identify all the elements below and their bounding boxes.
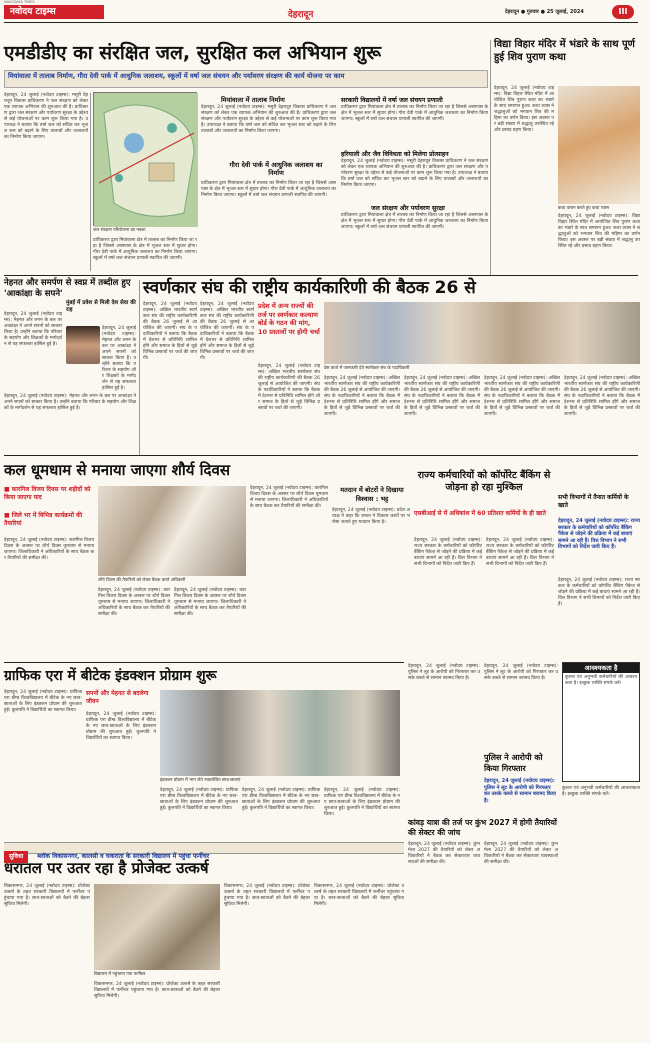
right-divider (490, 40, 491, 275)
map-graphic (94, 93, 198, 227)
police-body: देहरादून, 24 जुलाई (नवोदय टाइम्स): पुलिस ने लूट के आरोपी को गिरफ्तार कर उसके कब्जे से सामान बरामद किया है। (484, 778, 556, 804)
swarnkar-col-2: देहरादून, 24 जुलाई (नवोदय टाइम्स): अखिल भारतीय स्वर्णकार संघ की राष्ट्रीय कार्यकारिणी की बैठक 26 जुलाई से आयोजित की जाएगी। संघ के पदाधिकारियों ने बताया कि बैठक में देशभर से प्रतिनिधि शामिल होंगे और समाज के हितों से जुड़े विभिन्न प्रस्तावों पर चर्चा की जाएगी। (200, 302, 254, 361)
suvidha-text: ब्लॉक विकासनगर, कालसी व चकराता के सरकारी विद्यालय में पहुंचा फर्नीचर (37, 853, 210, 860)
lead-column-2: प्राधिकरण द्वारा मियांवाला क्षेत्र में तालाब का निर्माण किया जा रहा है जिससे आसपास के क्षेत्र में भूजल स्तर में सुधार होगा। गौरा देवी पार्क में आधुनिक जलाशय का निर्माण किया जाएगा। स्कूलों में वर्षा जल संचयन प्रणाली स्थापित की जाएगी। (93, 238, 197, 261)
lead-headline: एमडीडीए का संरक्षित जल, सुरक्षित कल अभियान शुरू (4, 42, 381, 64)
box1-text: देहरादून, 24 जुलाई (नवोदय टाइम्स): मसूरी देहरादून विकास प्राधिकरण ने जल संरक्षण को लेकर एक व्यापक अभियान की शुरुआत की है। प्राधिकरण द्वारा जल संरक्षण और पर्यावरण सुरक्षा के उद्देश्य से कई योजनाओं पर काम शुरू किया गया है। उपाध्यक्ष ने बताया कि वर्षा जल को संचित कर भूजल स्तर को बढ़ाने के लिए तालाबों और जलाशयों का निर्माण किया जाएगा। (201, 105, 336, 134)
notice-title: आवश्यकता है (563, 663, 639, 673)
corporate-side-kicker: सभी विभागों में तैनात कर्मियों के खाते (558, 494, 629, 509)
dharatal-body-2: विकासनगर, 24 जुलाई (नवोदय टाइम्स): प्रोजेक्ट उत्कर्ष के तहत सरकारी विद्यालयों में फर्नीचर पहुंचाया गया है। छात्र-छात्राओं को बैठने की बेहतर सुविधा मिलेगी। (94, 982, 220, 999)
swarnkar-col-1: देहरादून, 24 जुलाई (नवोदय टाइम्स): अखिल भारतीय स्वर्णकार संघ की राष्ट्रीय कार्यकारिणी की बैठक 26 जुलाई से आयोजित की जाएगी। संघ के पदाधिकारियों ने बताया कि बैठक में देशभर से प्रतिनिधि शामिल होंगे और समाज के हितों से जुड़े विभिन्न प्रस्तावों पर चर्चा की जाएगी। (143, 302, 197, 361)
lead-subhead: मियांवाला में तालाब निर्माण, गौरा देवी पार्क में आधुनिक जलाशय, स्कूलों में वर्षा जल संचयन और पर्यावरण संरक्षण की कार्य योजना पर काम (4, 70, 488, 88)
shaurya-bullet-2 (4, 512, 94, 534)
neet-body-3: देहरादून, 24 जुलाई (नवोदय टाइम्स): मेहनत और लगन के बल पर आकांक्षा ने अपने सपनों को साकार किया है। उन्होंने बताया कि परिवार के सहयोग और शिक्षकों के मार्गदर्शन से यह सफलता हासिल हुई है। (4, 394, 136, 411)
shaurya-headline: कल धूमधाम से मनाया जाएगा शौर्य दिवस (4, 461, 230, 479)
shaurya-photo (98, 486, 246, 576)
graphic-kicker: सपनों और मेहनत से बदलेगा जीवन (86, 690, 149, 705)
corporate-body-2: देहरादून, 24 जुलाई (नवोदय टाइम्स): राज्य सरकार के कर्मचारियों को कॉर्पोरेट बैंकिंग पैकेज से जोड़ने की प्रक्रिया में कई बाधाएं सामने आ रही हैं। वित्त विभाग ने सभी विभागों को निर्देश जारी किए हैं। (486, 538, 554, 567)
swarnkar-kicker: प्रदेश में अन्य राज्यों की तर्ज पर स्वर्णकार कल्याण बोर्ड के गठन की मांग, 10 प्रस्तावों पर होगी चर्चा (258, 302, 320, 336)
suvidha-tag: सुविधा (4, 851, 28, 863)
brand-name: नवोदय टाइम्स (10, 7, 56, 17)
section-rule-3 (4, 662, 404, 663)
graphic-body-5: देहरादून, 24 जुलाई (नवोदय टाइम्स): ग्राफिक एरा डीम्ड विश्वविद्यालय में बीटेक के नए छात्र-छात्राओं के लिए इंडक्शन प्रोग्राम की शुरुआत हुई। कुलपति ने विद्यार्थियों का स्वागत किया। (324, 788, 400, 817)
shaurya-bullet-2-text: जिले भर में विभिन्न कार्यक्रमों की तैयारियां (4, 512, 83, 527)
kanwar-body-1: देहरादून, 24 जुलाई (नवोदय टाइम्स): कुंभ मेला 2027 की तैयारियों को लेकर अधिकारियों ने बैठक कर सेक्टरवार व्यवस्थाओं की समीक्षा की। (408, 842, 480, 865)
swarnkar-headline: स्वर्णकार संघ की राष्ट्रीय कार्यकारिणी की बैठक 26 से (143, 278, 476, 298)
voters-body: देहरादून, 24 जुलाई (नवोदय टाइम्स): प्रदेश अध्यक्ष ने कहा कि जनता ने विकास कार्यों पर भरोसा जताते हुए मतदान किया है। (332, 508, 410, 525)
dharatal-body-4: विकासनगर, 24 जुलाई (नवोदय टाइम्स): प्रोजेक्ट उत्कर्ष के तहत सरकारी विद्यालयों में फर्नीचर पहुंचाया गया है। छात्र-छात्राओं को बैठने की बेहतर सुविधा मिलेगी। (314, 884, 404, 907)
dharatal-body-3: विकासनगर, 24 जुलाई (नवोदय टाइम्स): प्रोजेक्ट उत्कर्ष के तहत सरकारी विद्यालयों में फर्नीचर पहुंचाया गया है। छात्र-छात्राओं को बैठने की बेहतर सुविधा मिलेगी। (224, 884, 310, 907)
page-number: III (612, 5, 634, 19)
masthead-brand (4, 5, 104, 19)
shiv-body-2: देहरादून, 24 जुलाई (नवोदय टाइम्स): विद्या विहार स्थित मंदिर में आयोजित शिव पुराण कथा का भंडारे के साथ समापन हुआ। कथा व्यास ने श्रद्धालुओं को भगवान शिव की महिमा का वर्णन किया। इस अवसर पर बड़ी संख्या में श्रद्धालु उपस्थित रहे और प्रसाद ग्रहण किया। (558, 214, 640, 249)
bullet-icon: ■ (4, 512, 12, 519)
box1-title: मियांवाला में तालाब निर्माण (221, 96, 285, 104)
swarnkar-caption: प्रेस वार्ता में जानकारी देते स्वर्णकार संघ के पदाधिकारी (324, 366, 410, 371)
voters-headline: मतदान में बोटरों ने दिखाया विश्वास : भट्ट (340, 486, 404, 503)
date-line: देहरादून ● गुरुवार ● 25 जुलाई, 2024 (505, 9, 584, 15)
shaurya-caption: शौर्य दिवस की तैयारियों को लेकर बैठक करते अधिकारी (98, 578, 186, 583)
neet-body-2: देहरादून, 24 जुलाई (नवोदय टाइम्स): मेहनत और लगन के बल पर आकांक्षा ने अपने सपनों को साकार किया है। उन्होंने बताया कि परिवार के सहयोग और शिक्षकों के मार्गदर्शन से यह सफलता हासिल हुई है। (102, 326, 136, 391)
graphic-body-4: देहरादून, 24 जुलाई (नवोदय टाइम्स): ग्राफिक एरा डीम्ड विश्वविद्यालय में बीटेक के नए छात्र-छात्राओं के लिए इंडक्शन प्रोग्राम की शुरुआत हुई। कुलपति ने विद्यार्थियों का स्वागत किया। (242, 788, 320, 811)
lead-column-1: देहरादून, 24 जुलाई (नवोदय टाइम्स): मसूरी देहरादून विकास प्राधिकरण ने जल संरक्षण को लेकर एक व्यापक अभियान की शुरुआत की है। प्राधिकरण द्वारा जल संरक्षण और पर्यावरण सुरक्षा के उद्देश्य से कई योजनाओं पर काम शुरू किया गया है। उपाध्यक्ष ने बताया कि वर्षा जल को संचित कर भूजल स्तर को बढ़ाने के लिए तालाबों और जलाशयों का निर्माण किया जाएगा। (4, 93, 88, 140)
lead-map (93, 92, 197, 226)
dharatal-body-1: विकासनगर, 24 जुलाई (नवोदय टाइम्स): प्रोजेक्ट उत्कर्ष के तहत सरकारी विद्यालयों में फर्नीचर पहुंचाया गया है। छात्र-छात्राओं को बैठने की बेहतर सुविधा मिलेगी। (4, 884, 90, 907)
kanwar-body-2: देहरादून, 24 जुलाई (नवोदय टाइम्स): कुंभ मेला 2027 की तैयारियों को लेकर अधिकारियों ने बैठक कर सेक्टरवार व्यवस्थाओं की समीक्षा की। (484, 842, 558, 865)
neet-photo (66, 326, 100, 364)
section-rule-2 (4, 455, 638, 456)
brand-sub: NAVODAYA TIMES (4, 0, 35, 4)
kanwar-headline: कांवड़ यात्रा की तर्ज पर कुंभ 2027 में होगी तैयारियों की सेक्टर की जांच (408, 818, 557, 837)
dharatal-headline: धरातल पर उतर रहा है प्रोजेक्ट उत्कर्ष (4, 859, 209, 877)
swarnkar-col-7: देहरादून, 24 जुलाई (नवोदय टाइम्स): अखिल भारतीय स्वर्णकार संघ की राष्ट्रीय कार्यकारिणी की बैठक 26 जुलाई से आयोजित की जाएगी। संघ के पदाधिकारियों ने बताया कि बैठक में देशभर से प्रतिनिधि शामिल होंगे और समाज के हितों से जुड़े विभिन्न प्रस्तावों पर चर्चा की जाएगी। (564, 376, 640, 417)
corporate-kicker: एसबीआई से में अधिकांश में 60 प्रतिशत कर्मियों के ही खाते (414, 510, 546, 517)
corporate-body-3: देहरादून, 24 जुलाई (नवोदय टाइम्स): राज्य सरकार के कर्मचारियों को कॉर्पोरेट बैंकिंग पैकेज से जोड़ने की प्रक्रिया में कई बाधाएं सामने आ रही हैं। वित्त विभाग ने सभी विभागों को निर्देश जारी किए हैं। (558, 578, 640, 607)
swarnkar-col-5: देहरादून, 24 जुलाई (नवोदय टाइम्स): अखिल भारतीय स्वर्णकार संघ की राष्ट्रीय कार्यकारिणी की बैठक 26 जुलाई से आयोजित की जाएगी। संघ के पदाधिकारियों ने बताया कि बैठक में देशभर से प्रतिनिधि शामिल होंगे और समाज के हितों से जुड़े विभिन्न प्रस्तावों पर चर्चा की जाएगी। (404, 376, 480, 417)
police-lead-body: देहरादून, 24 जुलाई (नवोदय टाइम्स): पुलिस ने लूट के आरोपी को गिरफ्तार कर उसके कब्जे से सामान बरामद किया है। (408, 664, 480, 681)
police-body-2: देहरादून, 24 जुलाई (नवोदय टाइम्स): पुलिस ने लूट के आरोपी को गिरफ्तार कर उसके कब्जे से सामान बरामद किया है। (484, 664, 558, 681)
neet-headline: नेहनत और समर्पण से स्वप्न में तब्दील हुए 'आकांक्षा के सपने' (4, 278, 131, 299)
shiv-caption: कथा वाचन करते हुए कथा व्यास (558, 206, 609, 211)
shaurya-bullet-1-text: कारगिल विजय दिवस पर शहीदों को किया जाएगा याद (4, 486, 91, 501)
box5-text: प्राधिकरण द्वारा मियांवाला क्षेत्र में तालाब का निर्माण किया जा रहा है जिससे आसपास के क्षेत्र में भूजल स्तर में सुधार होगा। गौरा देवी पार्क में आधुनिक जलाशय का निर्माण किया जाएगा। स्कूलों में वर्षा जल संचयन प्रणाली स्थापित की जाएगी। (341, 213, 488, 230)
corporate-side-box: देहरादून, 24 जुलाई (नवोदय टाइम्स): राज्य सरकार के कर्मचारियों को कॉर्पोरेट बैंकिंग पैकेज से जोड़ने की प्रक्रिया में कई बाधाएं सामने आ रही हैं। वित्त विभाग ने सभी विभागों को निर्देश जारी किए हैं। (558, 518, 640, 550)
notice-body: कुशल एवं अनुभवी कर्मचारियों की आवश्यकता है। इच्छुक व्यक्ति संपर्क करें। (565, 675, 637, 686)
swarnkar-col-6: देहरादून, 24 जुलाई (नवोदय टाइम्स): अखिल भारतीय स्वर्णकार संघ की राष्ट्रीय कार्यकारिणी की बैठक 26 जुलाई से आयोजित की जाएगी। संघ के पदाधिकारियों ने बताया कि बैठक में देशभर से प्रतिनिधि शामिल होंगे और समाज के हितों से जुड़े विभिन्न प्रस्तावों पर चर्चा की जाएगी। (484, 376, 560, 417)
swarnkar-col-4: देहरादून, 24 जुलाई (नवोदय टाइम्स): अखिल भारतीय स्वर्णकार संघ की राष्ट्रीय कार्यकारिणी की बैठक 26 जुलाई से आयोजित की जाएगी। संघ के पदाधिकारियों ने बताया कि बैठक में देशभर से प्रतिनिधि शामिल होंगे और समाज के हितों से जुड़े विभिन्न प्रस्तावों पर चर्चा की जाएगी। (324, 376, 400, 417)
shaurya-bullet-1 (4, 486, 94, 508)
box3-title: सरकारी विद्यालयों में वर्षा जल संचयन प्रणाली (341, 97, 443, 104)
shaurya-body-2: देहरादून, 24 जुलाई (नवोदय टाइम्स): कारगिल विजय दिवस के अवसर पर शौर्य दिवस धूमधाम से मनाया जाएगा। जिलाधिकारी ने अधिकारियों के साथ बैठक कर तैयारियों की समीक्षा की। (98, 588, 170, 617)
dharatal-photo (94, 884, 220, 970)
shaurya-body-3: देहरादून, 24 जुलाई (नवोदय टाइम्स): कारगिल विजय दिवस के अवसर पर शौर्य दिवस धूमधाम से मनाया जाएगा। जिलाधिकारी ने अधिकारियों के साथ बैठक कर तैयारियों की समीक्षा की। (174, 588, 246, 617)
graphic-body-3: देहरादून, 24 जुलाई (नवोदय टाइम्स): ग्राफिक एरा डीम्ड विश्वविद्यालय में बीटेक के नए छात्र-छात्राओं के लिए इंडक्शन प्रोग्राम की शुरुआत हुई। कुलपति ने विद्यार्थियों का स्वागत किया। (160, 788, 238, 811)
graphic-photo (160, 690, 400, 776)
col-divider (90, 93, 91, 271)
neet-body: देहरादून, 24 जुलाई (नवोदय टाइम्स): मेहनत और लगन के बल पर आकांक्षा ने अपने सपनों को साकार किया है। उन्होंने बताया कि परिवार के सहयोग और शिक्षकों के मार्गदर्शन से यह सफलता हासिल हुई है। (4, 312, 62, 347)
suvidha-bar (4, 842, 404, 860)
box5-title: जल संरक्षण और पर्यावरण सुरक्षा (371, 205, 445, 212)
graphic-body-2: देहरादून, 24 जुलाई (नवोदय टाइम्स): ग्राफिक एरा डीम्ड विश्वविद्यालय में बीटेक के नए छात्र-छात्राओं के लिए इंडक्शन प्रोग्राम की शुरुआत हुई। कुलपति ने विद्यार्थियों का स्वागत किया। (86, 712, 156, 741)
notice-box (562, 662, 640, 782)
shaurya-body-4: देहरादून, 24 जुलाई (नवोदय टाइम्स): कारगिल विजय दिवस के अवसर पर शौर्य दिवस धूमधाम से मनाया जाएगा। जिलाधिकारी ने अधिकारियों के साथ बैठक कर तैयारियों की समीक्षा की। (250, 486, 328, 509)
graphic-body-1: देहरादून, 24 जुलाई (नवोदय टाइम्स): ग्राफिक एरा डीम्ड विश्वविद्यालय में बीटेक के नए छात्र-छात्राओं के लिए इंडक्शन प्रोग्राम की शुरुआत हुई। कुलपति ने विद्यार्थियों का स्वागत किया। (4, 690, 82, 713)
box2-title: गौरा देवी पार्क में आधुनिक जलाशय का निर्माण (229, 161, 323, 177)
bullet-icon: ■ (4, 486, 12, 493)
shiv-body: देहरादून, 24 जुलाई (नवोदय टाइम्स): विद्या विहार स्थित मंदिर में आयोजित शिव पुराण कथा का भंडारे के साथ समापन हुआ। कथा व्यास ने श्रद्धालुओं को भगवान शिव की महिमा का वर्णन किया। इस अवसर पर बड़ी संख्या में श्रद्धालु उपस्थित रहे और प्रसाद ग्रहण किया। (494, 86, 554, 133)
box4-title: हरियाली और जैव विविधता को मिलेगा प्रोत्साहन (341, 151, 449, 158)
neet-kicker: मुंबई में प्रवेश से मिली देश सेवा की राह (66, 300, 136, 313)
graphic-caption: इंडक्शन प्रोग्राम में भाग लेते नवप्रवेशित छात्र-छात्राएं (160, 778, 241, 783)
graphic-headline: ग्राफिक एरा में बीटेक इंडक्शन प्रोग्राम शुरू (4, 668, 217, 684)
police-headline: पुलिस ने आरोपी को किया गिरफ्तार (484, 753, 543, 773)
header-rule (4, 22, 638, 23)
shiv-headline: विद्या विहार मंदिर में भंडारे के साथ पूर्ण हुई शिव पुराण कथा (494, 39, 635, 63)
neet-divider (139, 280, 140, 455)
box4-text: देहरादून, 24 जुलाई (नवोदय टाइम्स): मसूरी देहरादून विकास प्राधिकरण ने जल संरक्षण को लेकर एक व्यापक अभियान की शुरुआत की है। प्राधिकरण द्वारा जल संरक्षण और पर्यावरण सुरक्षा के उद्देश्य से कई योजनाओं पर काम शुरू किया गया है। उपाध्यक्ष ने बताया कि वर्षा जल को संचित कर भूजल स्तर को बढ़ाने के लिए तालाबों और जलाशयों का निर्माण किया जाएगा। (341, 159, 488, 188)
corporate-body-1: देहरादून, 24 जुलाई (नवोदय टाइम्स): राज्य सरकार के कर्मचारियों को कॉर्पोरेट बैंकिंग पैकेज से जोड़ने की प्रक्रिया में कई बाधाएं सामने आ रही हैं। वित्त विभाग ने सभी विभागों को निर्देश जारी किए हैं। (414, 538, 482, 567)
box2-text: प्राधिकरण द्वारा मियांवाला क्षेत्र में तालाब का निर्माण किया जा रहा है जिससे आसपास के क्षेत्र में भूजल स्तर में सुधार होगा। गौरा देवी पार्क में आधुनिक जलाशय का निर्माण किया जाएगा। स्कूलों में वर्षा जल संचयन प्रणाली स्थापित की जाएगी। (201, 181, 336, 198)
swarnkar-photo (324, 302, 640, 364)
shaurya-body-1: देहरादून, 24 जुलाई (नवोदय टाइम्स): कारगिल विजय दिवस के अवसर पर शौर्य दिवस धूमधाम से मनाया जाएगा। जिलाधिकारी ने अधिकारियों के साथ बैठक कर तैयारियों की समीक्षा की। (4, 538, 94, 561)
edition-name: देहरादून (288, 10, 314, 20)
notice-side-text: कुशल एवं अनुभवी कर्मचारियों की आवश्यकता है। इच्छुक व्यक्ति संपर्क करें। (562, 786, 640, 797)
shiv-photo (558, 86, 640, 204)
box3-text: प्राधिकरण द्वारा मियांवाला क्षेत्र में तालाब का निर्माण किया जा रहा है जिससे आसपास के क्षेत्र में भूजल स्तर में सुधार होगा। गौरा देवी पार्क में आधुनिक जलाशय का निर्माण किया जाएगा। स्कूलों में वर्षा जल संचयन प्रणाली स्थापित की जाएगी। (341, 105, 488, 122)
map-caption: जल संरक्षण परियोजना का नक्शा (93, 228, 146, 233)
swarnkar-col-3: देहरादून, 24 जुलाई (नवोदय टाइम्स): अखिल भारतीय स्वर्णकार संघ की राष्ट्रीय कार्यकारिणी की बैठक 26 जुलाई से आयोजित की जाएगी। संघ के पदाधिकारियों ने बताया कि बैठक में देशभर से प्रतिनिधि शामिल होंगे और समाज के हितों से जुड़े विभिन्न प्रस्तावों पर चर्चा की जाएगी। (258, 364, 320, 411)
corporate-headline: राज्य कर्मचारियों को कॉर्पोरेट बैंकिंग से जोड़ना हो रहा मुश्किल (417, 470, 551, 493)
dharatal-caption: विद्यालय में पहुंचाया गया फर्नीचर (94, 972, 146, 977)
lead-boxes (201, 93, 488, 271)
